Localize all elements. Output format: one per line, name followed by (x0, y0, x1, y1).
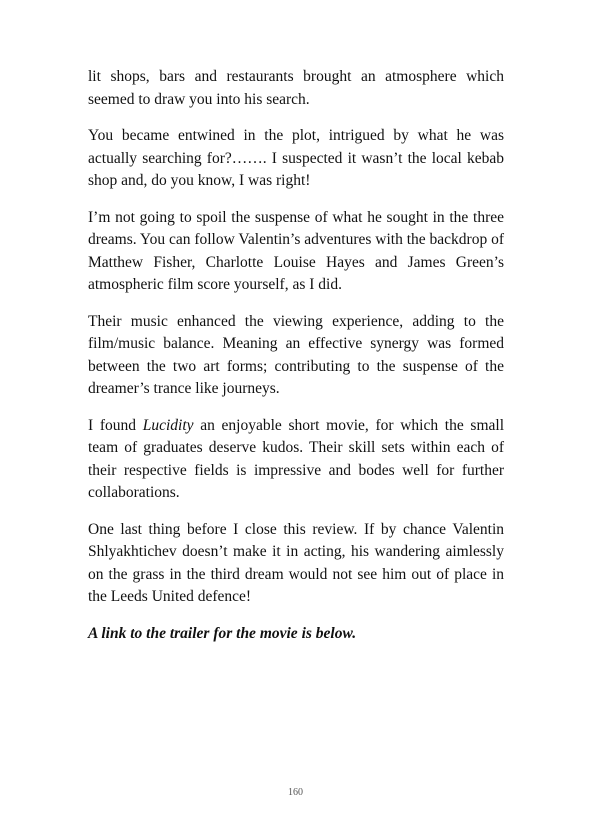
paragraph-5 (88, 415, 504, 505)
trailer-link-text: A link to the trailer for the movie is below. (88, 624, 357, 642)
movie-title: Lucidity (142, 416, 194, 434)
paragraph-6: One last thing before I close this review. If by chance Valentin Shlyakhtichev doesn’t make it in acting, his wandering aimlessly on the grass in the third dream would not see him out of place in the Leeds United defence! (88, 520, 504, 605)
paragraph-5-after: an enjoyable short movie, for which the small team of graduates deserve kudos. Their skill sets within each of their respective fields is impressive and bodes well for further collaborations. (88, 416, 504, 501)
paragraph-3: I’m not going to spoil the suspense of what he sought in the three dreams. You can follow Valentin’s adventures with the backdrop of Matthew Fisher, Charlotte Louise Hayes and James Green’s atmospheric film score yourself, as I did. (88, 208, 504, 293)
page-number: 160 (288, 787, 303, 798)
paragraph-5-before: I found (88, 416, 143, 434)
paragraph-1: lit shops, bars and restaurants brought an atmosphere which seemed to draw you into his search. (88, 68, 504, 108)
body-text (88, 66, 504, 645)
paragraph-4: Their music enhanced the viewing experience, adding to the film/music balance. Meaning an effective synergy was formed between the two art forms; contributing to the suspense of the dreamer’s trance like journeys. (88, 312, 504, 397)
paragraph-2: You became entwined in the plot, intrigued by what he was actually searching for?……. I suspected it wasn’t the local kebab shop and, do you know, I was right! (88, 127, 504, 189)
